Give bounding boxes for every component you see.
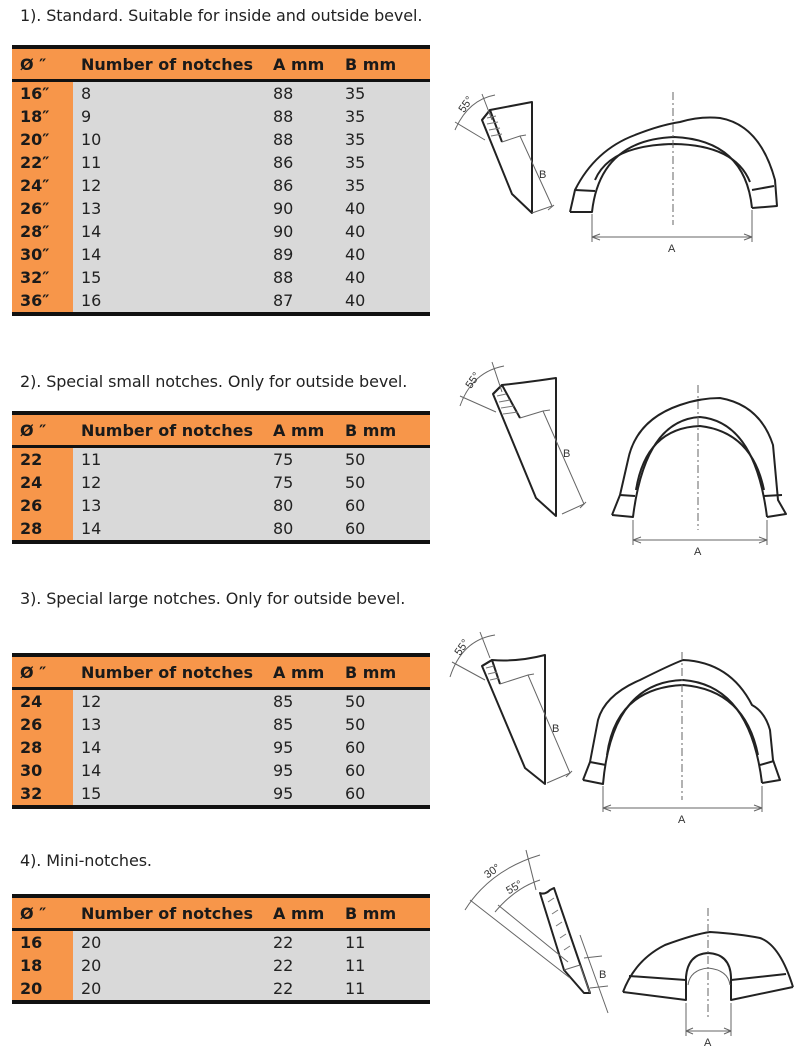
diagram-large-notch (440, 620, 800, 830)
dim-label-a: A (704, 1037, 712, 1049)
cell-a-mm: 95 (273, 736, 345, 759)
cell-a-mm: 89 (273, 243, 345, 266)
section-3-title: 3). Special large notches. Only for outside bevel. (20, 589, 406, 608)
cell-b-mm: 50 (345, 447, 430, 472)
col-header-b-mm: B mm (345, 413, 430, 447)
table-row (12, 517, 430, 542)
cell-b-mm: 35 (345, 174, 430, 197)
col-header-diameter: Ø ″ (12, 47, 73, 81)
section-4-title: 4). Mini-notches. (20, 851, 152, 870)
table-row (12, 220, 430, 243)
cell-diameter: 26 (12, 713, 73, 736)
cell-b-mm: 60 (345, 782, 430, 807)
table-row (12, 151, 430, 174)
cell-b-mm: 60 (345, 494, 430, 517)
cell-notches: 13 (73, 494, 273, 517)
cell-notches: 15 (73, 266, 273, 289)
cell-a-mm: 88 (273, 128, 345, 151)
cell-b-mm: 50 (345, 713, 430, 736)
cell-notches: 12 (73, 174, 273, 197)
cell-b-mm: 60 (345, 759, 430, 782)
cell-diameter: 16 (12, 930, 73, 955)
table-row (12, 266, 430, 289)
table-row (12, 954, 430, 977)
table-row (12, 128, 430, 151)
dim-label-b: B (563, 448, 571, 460)
cell-notches: 15 (73, 782, 273, 807)
cell-a-mm: 90 (273, 197, 345, 220)
dim-label-a: A (678, 814, 686, 826)
cell-notches: 13 (73, 197, 273, 220)
col-header-diameter: Ø ″ (12, 413, 73, 447)
table-header-row (12, 47, 430, 81)
table-header-row (12, 413, 430, 447)
cell-b-mm: 40 (345, 220, 430, 243)
section-2-title: 2). Special small notches. Only for outside bevel. (20, 372, 408, 391)
table-row (12, 243, 430, 266)
cell-diameter: 22″ (12, 151, 73, 174)
cell-b-mm: 40 (345, 243, 430, 266)
cell-diameter: 20 (12, 977, 73, 1002)
table-row (12, 174, 430, 197)
cell-a-mm: 95 (273, 782, 345, 807)
table-large-notches (12, 653, 430, 809)
cell-a-mm: 22 (273, 930, 345, 955)
cell-notches: 14 (73, 220, 273, 243)
col-header-notches: Number of notches (73, 47, 273, 81)
col-header-b-mm: B mm (345, 655, 430, 689)
cell-a-mm: 22 (273, 954, 345, 977)
table-header-row (12, 655, 430, 689)
cell-diameter: 18″ (12, 105, 73, 128)
cell-diameter: 30″ (12, 243, 73, 266)
angle-label: 55° (463, 370, 483, 391)
col-header-notches: Number of notches (73, 655, 273, 689)
col-header-a-mm: A mm (273, 47, 345, 81)
table-row (12, 289, 430, 314)
cell-a-mm: 90 (273, 220, 345, 243)
table-small-notches (12, 411, 430, 544)
cell-notches: 14 (73, 517, 273, 542)
cell-a-mm: 85 (273, 713, 345, 736)
cell-b-mm: 50 (345, 471, 430, 494)
cell-diameter: 26″ (12, 197, 73, 220)
table-row (12, 105, 430, 128)
angle-label: 55° (456, 94, 476, 115)
col-header-a-mm: A mm (273, 896, 345, 930)
col-header-b-mm: B mm (345, 47, 430, 81)
dim-label-b: B (539, 169, 547, 181)
cell-b-mm: 60 (345, 517, 430, 542)
dim-label-b: B (599, 969, 607, 981)
angle-label: 55° (452, 637, 472, 658)
col-header-a-mm: A mm (273, 655, 345, 689)
cell-diameter: 24″ (12, 174, 73, 197)
cell-a-mm: 95 (273, 759, 345, 782)
table-row (12, 977, 430, 1002)
cell-diameter: 32 (12, 782, 73, 807)
table-row (12, 736, 430, 759)
table-row (12, 494, 430, 517)
cell-a-mm: 87 (273, 289, 345, 314)
table-row (12, 471, 430, 494)
cell-notches: 14 (73, 243, 273, 266)
cell-diameter: 24 (12, 689, 73, 714)
table-row (12, 81, 430, 106)
cell-notches: 11 (73, 447, 273, 472)
table-row (12, 713, 430, 736)
table-row (12, 930, 430, 955)
cell-a-mm: 88 (273, 266, 345, 289)
diagram-small-notch (440, 350, 800, 570)
cell-b-mm: 40 (345, 266, 430, 289)
cell-b-mm: 35 (345, 128, 430, 151)
cell-notches: 13 (73, 713, 273, 736)
cell-a-mm: 22 (273, 977, 345, 1002)
cell-notches: 20 (73, 930, 273, 955)
cell-b-mm: 11 (345, 954, 430, 977)
cell-b-mm: 11 (345, 977, 430, 1002)
cell-b-mm: 40 (345, 197, 430, 220)
cell-diameter: 18 (12, 954, 73, 977)
cell-a-mm: 75 (273, 447, 345, 472)
cell-diameter: 26 (12, 494, 73, 517)
cell-notches: 12 (73, 471, 273, 494)
dim-label-a: A (694, 546, 702, 558)
cell-a-mm: 88 (273, 81, 345, 106)
cell-b-mm: 35 (345, 151, 430, 174)
cell-b-mm: 11 (345, 930, 430, 955)
angle-label-30: 30° (482, 861, 503, 882)
cell-a-mm: 80 (273, 494, 345, 517)
cell-b-mm: 50 (345, 689, 430, 714)
table-header-row (12, 896, 430, 930)
table-row (12, 447, 430, 472)
col-header-diameter: Ø ″ (12, 896, 73, 930)
cell-b-mm: 40 (345, 289, 430, 314)
cell-notches: 10 (73, 128, 273, 151)
col-header-notches: Number of notches (73, 896, 273, 930)
cell-diameter: 30 (12, 759, 73, 782)
cell-notches: 11 (73, 151, 273, 174)
col-header-a-mm: A mm (273, 413, 345, 447)
cell-b-mm: 35 (345, 105, 430, 128)
cell-a-mm: 88 (273, 105, 345, 128)
cell-diameter: 20″ (12, 128, 73, 151)
col-header-notches: Number of notches (73, 413, 273, 447)
cell-notches: 12 (73, 689, 273, 714)
cell-a-mm: 85 (273, 689, 345, 714)
dim-label-b: B (552, 723, 560, 735)
cell-diameter: 36″ (12, 289, 73, 314)
cell-b-mm: 60 (345, 736, 430, 759)
diagram-standard-notch (440, 80, 800, 260)
cell-notches: 16 (73, 289, 273, 314)
cell-diameter: 32″ (12, 266, 73, 289)
diagram-mini-notch (440, 840, 800, 1055)
cell-a-mm: 80 (273, 517, 345, 542)
cell-diameter: 28 (12, 517, 73, 542)
cell-notches: 20 (73, 954, 273, 977)
cell-diameter: 22 (12, 447, 73, 472)
cell-a-mm: 86 (273, 174, 345, 197)
cell-a-mm: 75 (273, 471, 345, 494)
cell-diameter: 28″ (12, 220, 73, 243)
cell-notches: 14 (73, 736, 273, 759)
cell-b-mm: 35 (345, 81, 430, 106)
cell-notches: 14 (73, 759, 273, 782)
cell-notches: 8 (73, 81, 273, 106)
table-row (12, 197, 430, 220)
angle-label-55: 55° (504, 878, 525, 898)
table-row (12, 759, 430, 782)
cell-diameter: 28 (12, 736, 73, 759)
cell-notches: 9 (73, 105, 273, 128)
table-row (12, 782, 430, 807)
col-header-diameter: Ø ″ (12, 655, 73, 689)
table-mini-notches (12, 894, 430, 1004)
table-standard-notches (12, 45, 430, 316)
cell-diameter: 16″ (12, 81, 73, 106)
dim-label-a: A (668, 243, 676, 255)
table-row (12, 689, 430, 714)
cell-a-mm: 86 (273, 151, 345, 174)
cell-notches: 20 (73, 977, 273, 1002)
section-1-title: 1). Standard. Suitable for inside and outside bevel. (20, 6, 423, 25)
col-header-b-mm: B mm (345, 896, 430, 930)
cell-diameter: 24 (12, 471, 73, 494)
